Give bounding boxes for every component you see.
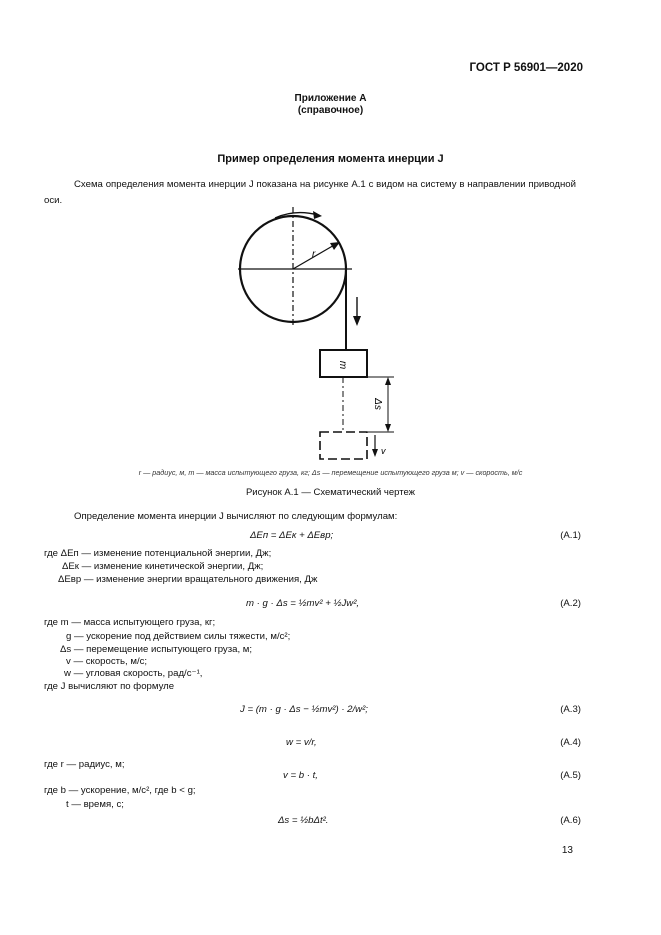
definition-ds: Δs — перемещение испытующего груза, м;: [60, 644, 253, 655]
rotation-arrowhead: [313, 211, 322, 219]
figure-legend: r — радиус, м, m — масса испытующего груза, кг; Δs — перемещение испытующего груза м; v — скорость, м/с: [138, 468, 523, 477]
displacement-label: Δs: [372, 398, 383, 410]
definition-dek: ΔEк — изменение кинетической энергии, Дж;: [62, 561, 264, 572]
equation-a5: v = b · t,: [283, 770, 318, 781]
definition-b: где b — ускорение, м/с², где b < g;: [44, 785, 196, 796]
dimension-arrow-up: [385, 377, 391, 385]
standard-number: ГОСТ Р 56901—2020: [469, 62, 583, 74]
definition-m: где m — масса испытующего груза, кг;: [44, 617, 216, 628]
radius-label: r: [312, 249, 316, 260]
equation-a4: w = v/r,: [286, 737, 317, 748]
dimension-arrow-down: [385, 424, 391, 432]
definition-t: t — время, с;: [66, 799, 124, 810]
definition-r: где r — радиус, м;: [44, 759, 125, 770]
intro-text: Схема определения момента инерции J показана на рисунке А.1 с видом на систему в направлении приводной оси.: [44, 179, 576, 206]
equation-a1: ΔEп = ΔEк + ΔEвр;: [250, 530, 334, 541]
equation-a2-number: (А.2): [560, 598, 581, 609]
motion-arrowhead: [353, 316, 361, 326]
section-title: Пример определения момента инерции J: [217, 153, 444, 165]
definition-v: v — скорость, м/с;: [66, 656, 148, 667]
equation-a1-number: (А.1): [560, 530, 581, 541]
annex-label: Приложение А: [294, 93, 367, 104]
formula-intro: Определение момента инерции J вычисляют по следующим формулам:: [74, 511, 398, 522]
equation-a3-number: (А.3): [560, 704, 581, 715]
equation-a6: Δs = ½bΔt².: [278, 815, 329, 826]
equation-a4-number: (А.4): [560, 737, 581, 748]
figure-caption: Рисунок А.1 — Схематический чертеж: [245, 487, 416, 498]
page-number: 13: [561, 845, 573, 856]
equation-a6-number: (А.6): [560, 815, 581, 826]
velocity-label: v: [381, 446, 386, 456]
annex-type: (справочное): [297, 105, 364, 116]
velocity-arrowhead: [372, 449, 378, 457]
schematic-diagram: [230, 205, 410, 470]
annex-heading: [0, 93, 661, 117]
equation-a2: m · g · Δs = ½mv² + ½Jw²,: [246, 598, 360, 609]
mass-block-final: [320, 432, 367, 459]
definition-w: w — угловая скорость, рад/с⁻¹,: [64, 668, 203, 679]
definition-dep: где ΔEп — изменение потенциальной энергии, Дж;: [44, 548, 272, 559]
equation-a3: J = (m · g · Δs − ½mv²) · 2/w²;: [240, 704, 368, 715]
definition-g: g — ускорение под действием силы тяжести, м/с²;: [66, 631, 291, 642]
definition-devr: ΔEвр — изменение энергии вращательного движения, Дж: [58, 574, 318, 585]
equation-a5-number: (А.5): [560, 770, 581, 781]
mass-label: m: [337, 360, 348, 370]
definition-j-intro: где J вычисляют по формуле: [44, 681, 175, 692]
